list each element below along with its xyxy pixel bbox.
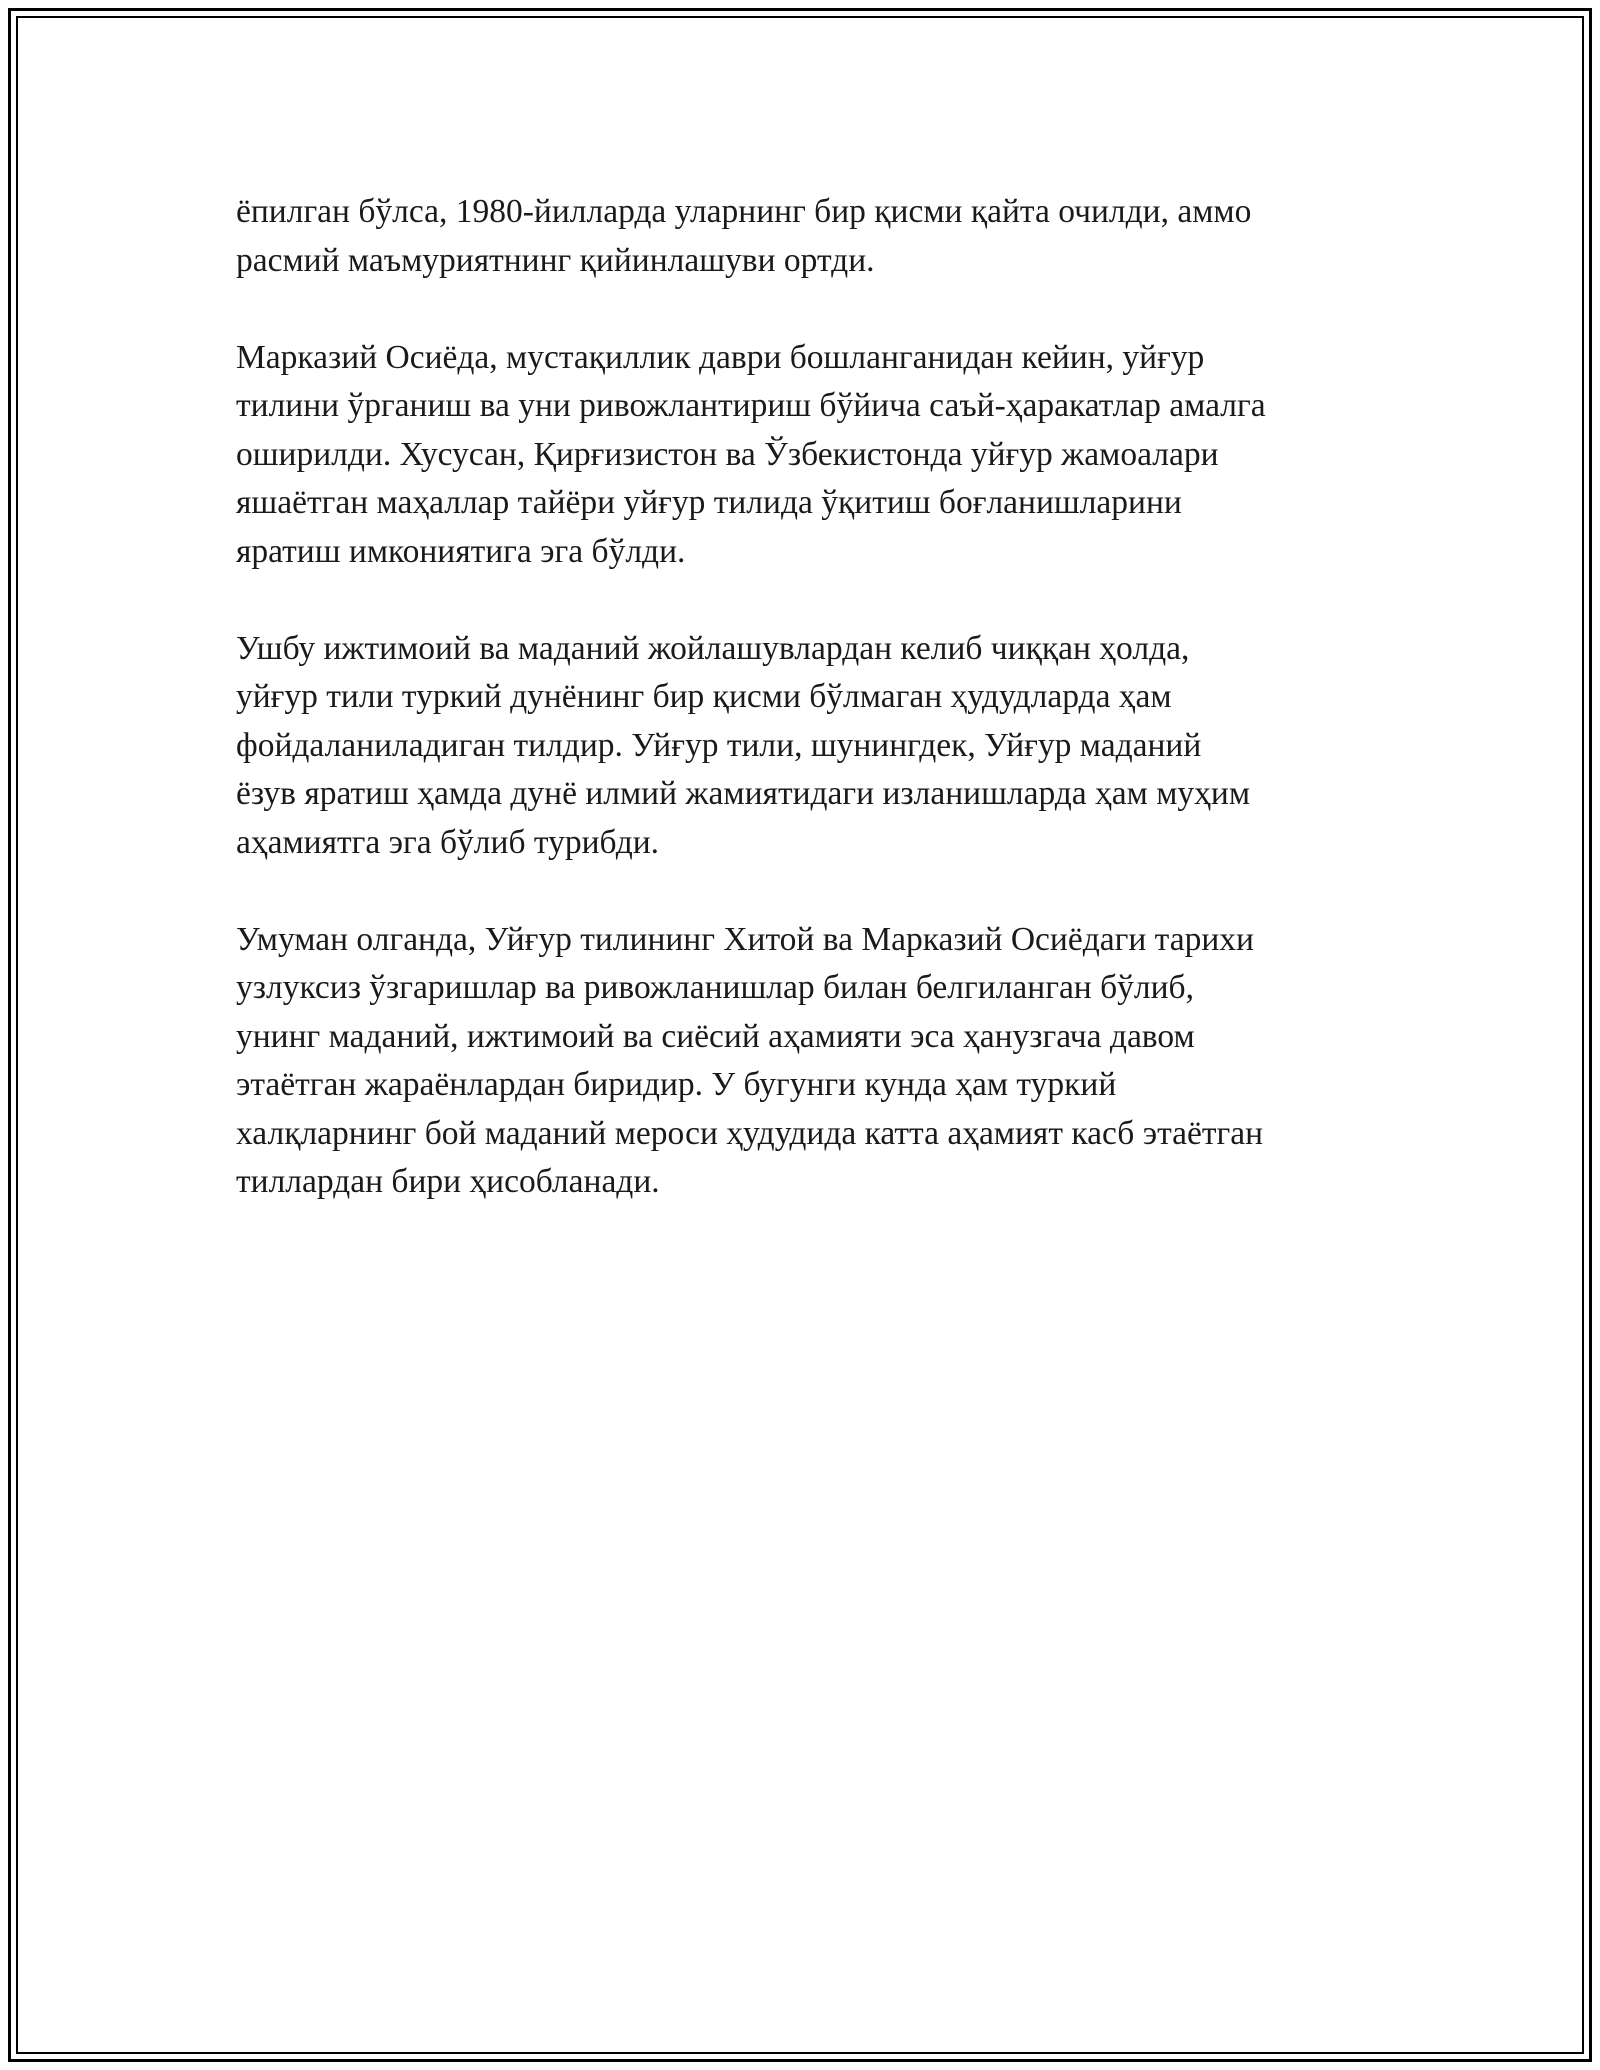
- text-line: аҳамиятга эга бўлиб турибди.: [236, 823, 660, 861]
- text-line: уйғур тили туркий дунёнинг бир қисми бўлмаган ҳудудларда ҳам: [236, 678, 1172, 715]
- text-line: оширилди. Хусусан, Қирғизистон ва Ўзбекистонда уйғур жамоалари: [236, 435, 1219, 473]
- text-line: ёпилган бўлса, 1980-йилларда уларнинг бир қисми қайта очилди, аммо: [236, 193, 1252, 230]
- text-line: тиллардан бири ҳисобланади.: [236, 1163, 660, 1200]
- paragraph: [236, 625, 1396, 868]
- paragraph: [236, 334, 1396, 577]
- text-line: этаётган жараёнлардан биридир. У бугунги кунда ҳам туркий: [236, 1066, 1117, 1103]
- text-line: яшаётган маҳаллар тайёри уйғур тилида ўқитиш боғланишларини: [236, 484, 1182, 521]
- paragraph: [236, 188, 1396, 285]
- text-line: тилини ўрганиш ва уни ривожлантириш бўйича саъй-ҳаракатлар амалга: [236, 387, 1266, 424]
- text-line: халқларнинг бой маданий мероси ҳудудида катта аҳамият касб этаётган: [236, 1114, 1264, 1152]
- text-line: расмий маъмуриятнинг қийинлашуви ортди.: [236, 241, 875, 279]
- text-line: Марказий Осиёда, мустақиллик даври бошланганидан кейин, уйғур: [236, 338, 1205, 376]
- paragraph: [236, 916, 1396, 1207]
- text-line: яратиш имкониятига эга бўлди.: [236, 532, 686, 570]
- text-line: унинг маданий, ижтимоий ва сиёсий аҳамияти эса ҳанузгача давом: [236, 1017, 1195, 1055]
- text-line: Умуман олганда, Уйғур тилининг Хитой ва Марказий Осиёдаги тарихи: [236, 920, 1254, 958]
- document-body: [236, 188, 1396, 1255]
- text-line: Ушбу ижтимоий ва маданий жойлашувлардан келиб чиққан ҳолда,: [236, 629, 1190, 667]
- text-line: фойдаланиладиган тилдир. Уйғур тили, шунингдек, Уйғур маданий: [236, 726, 1202, 764]
- text-line: узлуксиз ўзгаришлар ва ривожланишлар билан белгиланган бўлиб,: [236, 969, 1194, 1006]
- text-line: ёзув яратиш ҳамда дунё илмий жамиятидаги изланишларда ҳам муҳим: [236, 775, 1251, 812]
